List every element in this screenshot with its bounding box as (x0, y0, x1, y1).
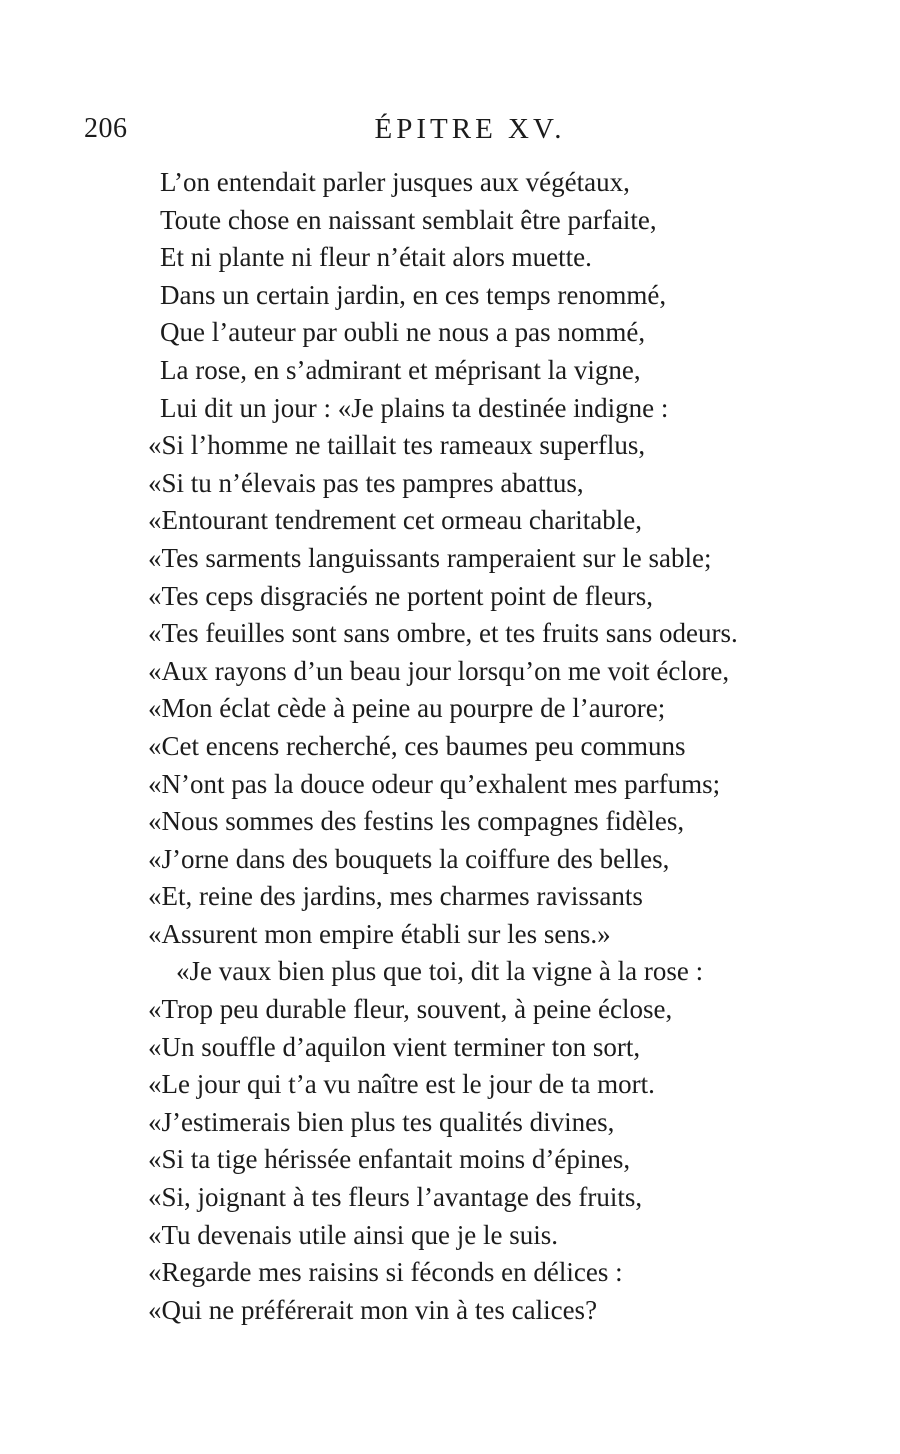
verse-line: «Trop peu durable fleur, souvent, à peine éclose, (148, 994, 673, 1025)
verse-line: «Tes feuilles sont sans ombre, et tes fruits sans odeurs. (148, 618, 738, 649)
verse-line: «Regarde mes raisins si féconds en délices : (148, 1257, 623, 1288)
verse-line: «Si, joignant à tes fleurs l’avantage des fruits, (148, 1182, 643, 1213)
poem-text (148, 164, 838, 1329)
verse-line: «Tes sarments languissants ramperaient sur le sable; (148, 542, 712, 573)
verse-line: «Et, reine des jardins, mes charmes ravissants (148, 881, 643, 912)
verse-line: «J’orne dans des bouquets la coiffure des belles, (148, 843, 670, 874)
verse-line: «Tu devenais utile ainsi que je le suis. (148, 1219, 558, 1250)
verse-line: «Entourant tendrement cet ormeau charitable, (148, 505, 643, 536)
verse-line: «Un souffle d’aquilon vient terminer ton sort, (148, 1031, 641, 1062)
verse-line: Dans un certain jardin, en ces temps renommé, (160, 279, 667, 310)
verse-line: Lui dit un jour : «Je plains ta destinée indigne : (160, 392, 669, 423)
verse-line: L’on entendait parler jusques aux végétaux, (160, 167, 630, 197)
verse-line: «Assurent mon empire établi sur les sens.» (148, 918, 611, 949)
verse-line: «Cet encens recherché, ces baumes peu communs (148, 730, 686, 761)
verse-line: «Aux rayons d’un beau jour lorsqu’on me voit éclore, (148, 655, 730, 686)
verse-line: «Si l’homme ne taillait tes rameaux superflus, (148, 430, 646, 461)
verse-line: Et ni plante ni fleur n’était alors muette. (160, 242, 592, 273)
page-number: 206 (84, 113, 128, 144)
verse-line: «Je vaux bien plus que toi, dit la vigne à la rose : (176, 956, 704, 987)
verse-line: «Mon éclat cède à peine au pourpre de l’aurore; (148, 693, 666, 724)
verse-line: «Nous sommes des festins les compagnes fidèles, (148, 806, 685, 837)
verse-line: «Si tu n’élevais pas tes pampres abattus, (148, 467, 584, 498)
verse-line: La rose, en s’admirant et méprisant la vigne, (160, 354, 641, 385)
verse-line: «Si ta tige hérissée enfantait moins d’épines, (148, 1144, 631, 1175)
verse-line: «Le jour qui t’a vu naître est le jour de ta mort. (148, 1069, 655, 1100)
verse-line: «N’ont pas la douce odeur qu’exhalent mes parfums; (148, 768, 721, 799)
running-title: ÉPITRE XV. (374, 113, 566, 145)
verse-line: Toute chose en naissant semblait être parfaite, (160, 204, 657, 235)
verse-line: Que l’auteur par oubli ne nous a pas nommé, (160, 317, 646, 348)
verse-line: «Qui ne préférerait mon vin à tes calices? (148, 1294, 598, 1325)
verse-line: «J’estimerais bien plus tes qualités divines, (148, 1106, 615, 1137)
verse-line: «Tes ceps disgraciés ne portent point de fleurs, (148, 580, 653, 611)
